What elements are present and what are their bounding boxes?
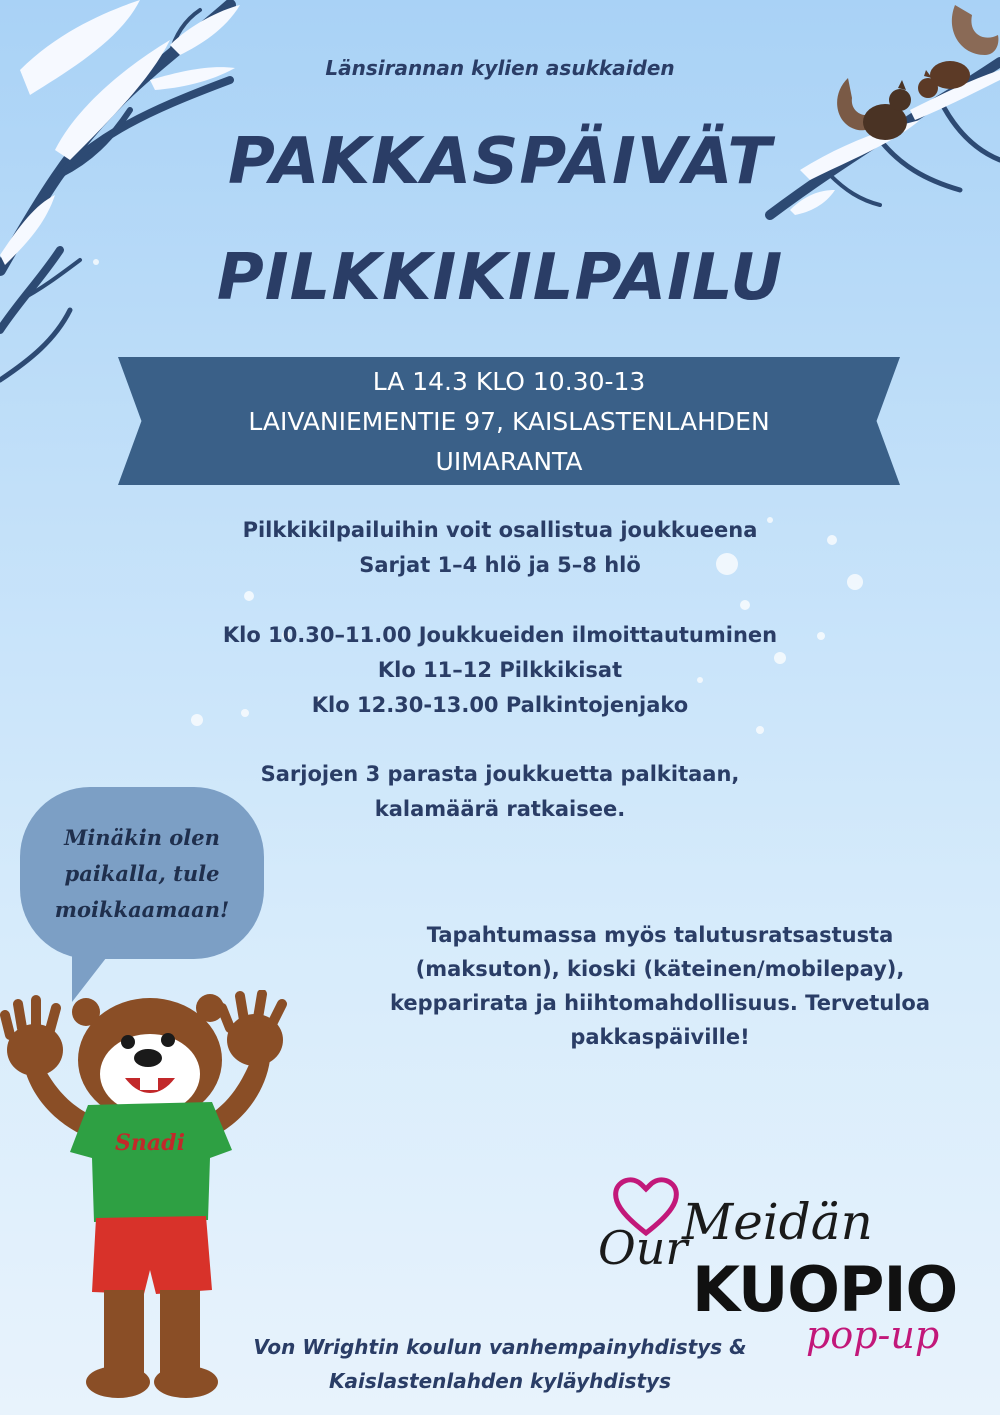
banner-line-date: LA 14.3 KLO 10.30-13 xyxy=(372,367,646,396)
schedule-item: Klo 11–12 Pilkkikisat xyxy=(377,658,623,682)
extra-line: Tapahtumassa myös talutusratsastusta xyxy=(426,923,894,947)
logo-meidan: Meidän xyxy=(682,1193,873,1251)
event-subtitle: Länsirannan kylien asukkaiden xyxy=(325,56,675,80)
organizer-line: Kaislastenlahden kyläyhdistys xyxy=(329,1369,671,1393)
event-title: PAKKASPÄIVÄT xyxy=(228,125,772,199)
banner-line-place: UIMARANTA xyxy=(435,447,583,476)
event-title-second: PILKKIKILPAILU xyxy=(216,241,784,315)
bubble-line: paikalla, tule xyxy=(64,861,220,886)
schedule-item: Klo 12.30-13.00 Palkintojenjako xyxy=(311,693,689,717)
banner-line-address: LAIVANIEMENTIE 97, KAISLASTENLAHDEN xyxy=(248,407,770,436)
extra-line: pakkaspäiville! xyxy=(570,1025,750,1049)
schedule-item: Klo 10.30–11.00 Joukkueiden ilmoittautuminen xyxy=(222,623,778,647)
participation-info xyxy=(0,513,1000,583)
bubble-line: moikkaamaan! xyxy=(54,897,230,922)
logo-kuopio: KUOPIO xyxy=(692,1253,958,1326)
info-line: kalamäärä ratkaisee. xyxy=(374,797,626,821)
mascot-shirt-text: Snadi xyxy=(115,1130,185,1156)
extra-line: (maksuton), kioski (käteinen/mobilepay), xyxy=(415,957,905,981)
extra-line: kepparirata ja hiihtomahdollisuus. Tervetuloa xyxy=(389,991,931,1015)
info-line: Sarjojen 3 parasta joukkuetta palkitaan, xyxy=(260,762,740,786)
organizers xyxy=(200,1330,800,1398)
info-line: Pilkkikilpailuihin voit osallistua joukkueena xyxy=(242,518,758,542)
organizer-line: Von Wrightin koulun vanhempainyhdistys & xyxy=(253,1335,747,1359)
logo-our: Our xyxy=(598,1221,688,1275)
bubble-line: Minäkin olen xyxy=(64,825,220,850)
schedule xyxy=(0,618,1000,723)
date-location-text xyxy=(118,362,900,482)
logo-popup: pop-up xyxy=(806,1313,940,1357)
speech-bubble-text xyxy=(20,820,264,928)
info-line: Sarjat 1–4 hlö ja 5–8 hlö xyxy=(359,553,641,577)
extra-activities xyxy=(380,918,940,1054)
